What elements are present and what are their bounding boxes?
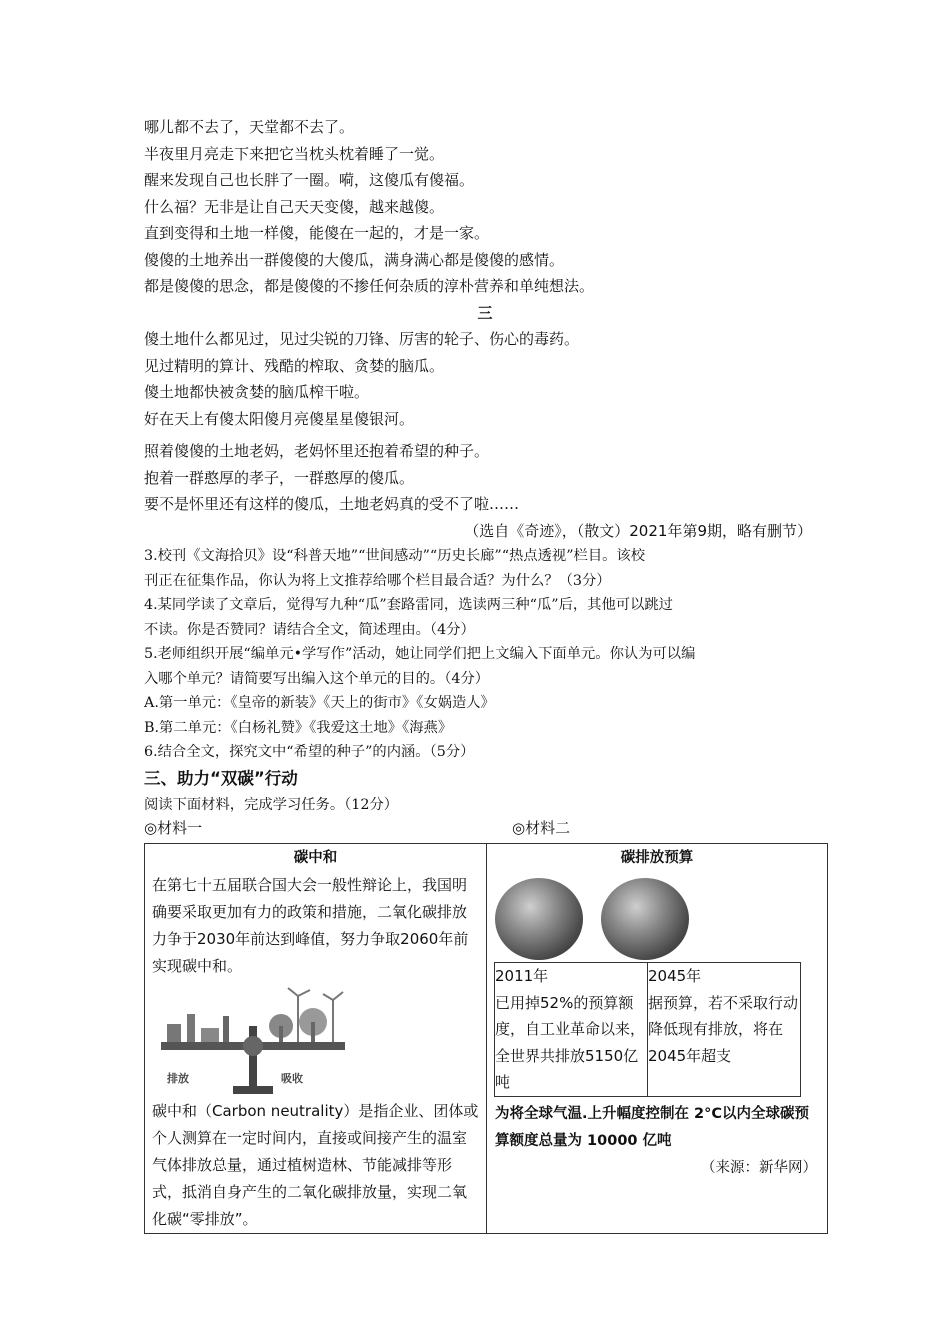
materials-table — [144, 843, 828, 1234]
source-note: （选自《奇迹》，（散文）2021年第9期，略有删节） — [464, 521, 812, 540]
budget-2045-text: 据预算，若不采取行动降低现有排放，将在2045年超支 — [648, 993, 799, 1065]
poem-line: 要不是怀里还有这样的傻瓜，土地老妈真的受不了啦…… — [144, 495, 520, 513]
budget-2045-year: 2045年 — [648, 967, 702, 985]
poem-line: 见过精明的算计、残酷的榨取、贪婪的脑瓜。 — [144, 356, 445, 375]
budget-2011-year: 2011年 — [495, 967, 549, 985]
question-line: 4.某同学读了文章后，觉得写九种“瓜”套路雷同，选读两三种“瓜”后，其他可以跳过 — [144, 597, 673, 613]
material2-cell — [487, 844, 828, 1234]
material1-label: ◎材料一 — [144, 819, 203, 837]
material-labels — [144, 817, 826, 839]
material1-title: 碳中和 — [293, 850, 338, 866]
poem-line: 傻傻的土地养出一群傻傻的大傻瓜，满身满心都是傻傻的感情。 — [144, 250, 565, 269]
instruction: 阅读下面材料，完成学习任务。（12分） — [144, 796, 399, 813]
scale-left-label: 排放 — [167, 1072, 189, 1085]
poem-line: 傻土地什么都见过，见过尖锐的刀锋、厉害的轮子、伤心的毒药。 — [144, 330, 580, 348]
question-line: 不读。你是否赞同？请结合全文，简述理由。（4分） — [144, 621, 475, 638]
material1-intro: 在第七十五届联合国大会一般性辩论上，我国明确要采取更加有力的政策和措施，二氧化碳排放力争于2030年前达到峰值，努力争取2060年前实现碳中和。 — [152, 876, 469, 975]
poem-line: 醒来发现自己也长胖了一圈。嗬，这傻瓜有傻福。 — [144, 171, 475, 189]
section-three-heading: 三 — [477, 303, 493, 322]
material1-definition: 碳中和（Carbon neutrality）是指企业、团体或个人测算在一定时间内，直接或间接产生的温室气体排放总量，通过植树造林、节能减排等形式，抵消自身产生的二氧化碳排放量，实现二氧化碳“零排放”。 — [152, 1102, 479, 1228]
poem-line: 傻土地都快被贪婪的脑瓜榨干啦。 — [144, 383, 370, 401]
question-line: B.第二单元：《白杨礼赞》《我爱这土地》《海燕》 — [144, 719, 453, 736]
balance-scale-illustration — [145, 986, 486, 1098]
scale-right-label: 吸收 — [281, 1072, 303, 1085]
globe-icon — [601, 878, 689, 960]
globes-illustration — [487, 872, 827, 962]
budget-2011-cell — [495, 963, 648, 1097]
poem-line: 好在天上有傻太阳傻月亮傻星星傻银河。 — [144, 409, 415, 428]
question-line: 刊正在征集作品，你认为将上文推荐给哪个栏目最合适？为什么？（3分） — [144, 572, 611, 589]
poem-line: 都是傻傻的思念，都是傻傻的不掺任何杂质的淳朴营养和单纯想法。 — [144, 277, 595, 295]
material2-label: ◎材料二 — [512, 819, 571, 837]
question-line: A.第一单元：《皇帝的新装》《天上的街市》《女娲造人》 — [144, 695, 495, 711]
question-line: 入哪个单元？请简要写出编入这个单元的目的。（4分） — [144, 670, 490, 687]
poem-part-2 — [144, 326, 826, 518]
questions — [144, 544, 826, 765]
document-body — [144, 114, 826, 839]
poem-part-1 — [144, 114, 826, 300]
question-line: 5.老师组织开展“编单元•学写作”活动，她让同学们把上文编入下面单元。你认为可以编 — [144, 646, 696, 662]
poem-line: 照着傻傻的土地老妈，老妈怀里还抱着希望的种子。 — [144, 442, 490, 460]
poem-line: 哪儿都不去了，天堂都不去了。 — [144, 118, 355, 136]
globe-icon — [495, 878, 583, 960]
material2-title: 碳排放预算 — [620, 850, 694, 866]
question-line: 6.结合全文，探究文中“希望的种子”的内涵。（5分） — [144, 744, 475, 760]
poem-line: 抱着一群憨厚的孝子，一群憨厚的傻瓜。 — [144, 468, 415, 487]
section-title: 三、助力“双碳”行动 — [144, 768, 298, 788]
material1-cell — [145, 844, 487, 1234]
poem-line: 什么福？无非是让自己天天变傻，越来越傻。 — [144, 197, 445, 216]
question-line: 3.校刊《文海拾贝》设“科普天地”“世间感动”“历史长廊”“热点透视”栏目。该校 — [144, 548, 646, 564]
poem-line: 半夜里月亮走下来把它当枕头枕着睡了一觉。 — [144, 144, 445, 163]
material2-note: 为将全球气温.上升幅度控制在 2°C以内全球碳预算额度总量为 10000 亿吨 — [495, 1105, 810, 1149]
budget-2011-text: 已用掉52%的预算额度，自工业革命以来，全世界共排放5150亿吨 — [495, 993, 646, 1091]
poem-line: 直到变得和土地一样傻，能傻在一起的，才是一家。 — [144, 224, 490, 242]
budget-2045-cell — [648, 963, 801, 1097]
budget-table — [494, 962, 801, 1097]
material2-source: （来源：新华网） — [701, 1159, 817, 1176]
